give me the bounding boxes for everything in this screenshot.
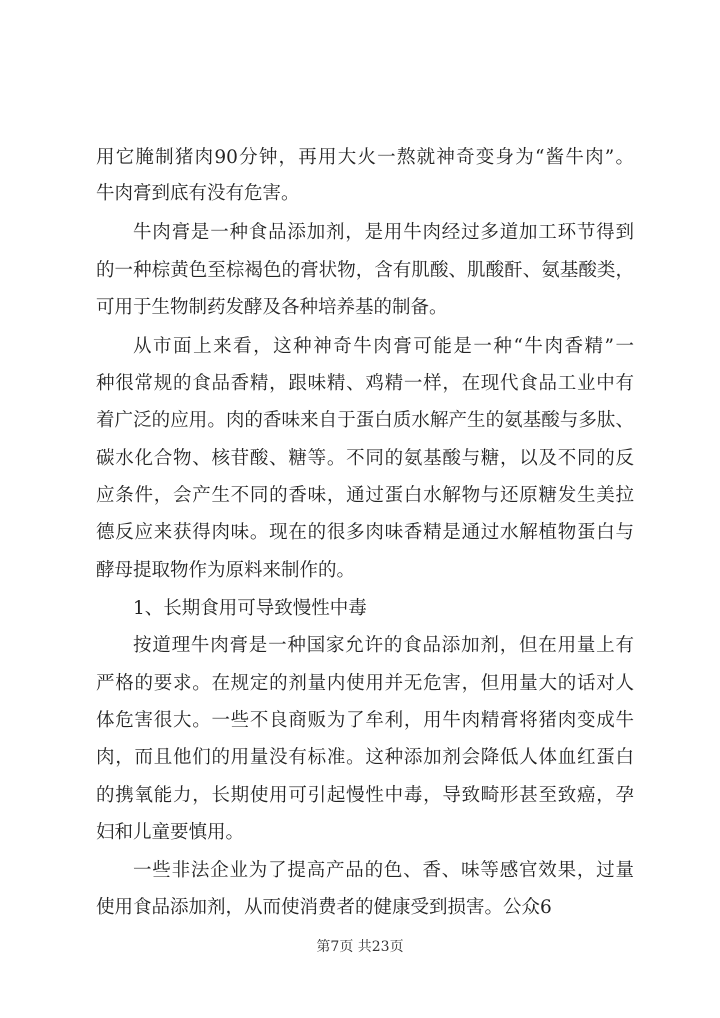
text-line: 用它腌制猪肉90分钟，再用大火一熬就神奇变身为“酱牛肉”。 [96,147,634,168]
text-line: 应条件，会产生不同的香味，通过蛋白水解物与还原糖发生美拉 [96,485,634,506]
text-line: 按道理牛肉膏是一种国家允许的食品添加剂，但在用量上有 [133,635,634,656]
text-line: 牛肉膏到底有没有危害。 [96,183,300,204]
text-line: 一些非法企业为了提高产品的色、香、味等感官效果，过量 [133,860,634,881]
text-line: 使用食品添加剂，从而使消费者的健康受到损害。公众6 [96,897,552,918]
text-line: 的携氧能力，长期使用可引起慢性中毒，导致畸形甚至致癌，孕 [96,785,634,806]
page-footer: 第7页 共23页 [316,939,404,955]
text-line: 妇和儿童要慎用。 [96,822,245,843]
text-line: 严格的要求。在规定的剂量内使用并无危害，但用量大的话对人 [96,673,634,694]
text-line: 肉，而且他们的用量没有标准。这种添加剂会降低人体血红蛋白 [96,747,634,768]
text-line: 从市面上来看，这种神奇牛肉膏可能是一种“牛肉香精”一 [133,336,634,357]
text-line: 可用于生物制药发酵及各种培养基的制备。 [96,297,448,318]
text-line: 碳水化合物、核苷酸、糖等。不同的氨基酸与糖，以及不同的反 [96,448,634,469]
text-line: 体危害很大。一些不良商贩为了牟利，用牛肉精膏将猪肉变成牛 [96,710,634,731]
text-line: 的一种棕黄色至棕褐色的膏状物，含有肌酸、肌酸酐、氨基酸类， [96,260,634,281]
text-line: 1、长期食用可导致慢性中毒 [133,598,367,619]
text-line: 着广泛的应用。肉的香味来自于蛋白质水解产生的氨基酸与多肽、 [96,410,634,431]
text-line: 德反应来获得肉味。现在的很多肉味香精是通过水解植物蛋白与 [96,522,634,543]
text-line: 酵母提取物作为原料来制作的。 [96,560,356,581]
text-line: 牛肉膏是一种食品添加剂，是用牛肉经过多道加工环节得到 [133,222,634,243]
text-line: 种很常规的食品香精，跟味精、鸡精一样，在现代食品工业中有 [96,373,634,394]
